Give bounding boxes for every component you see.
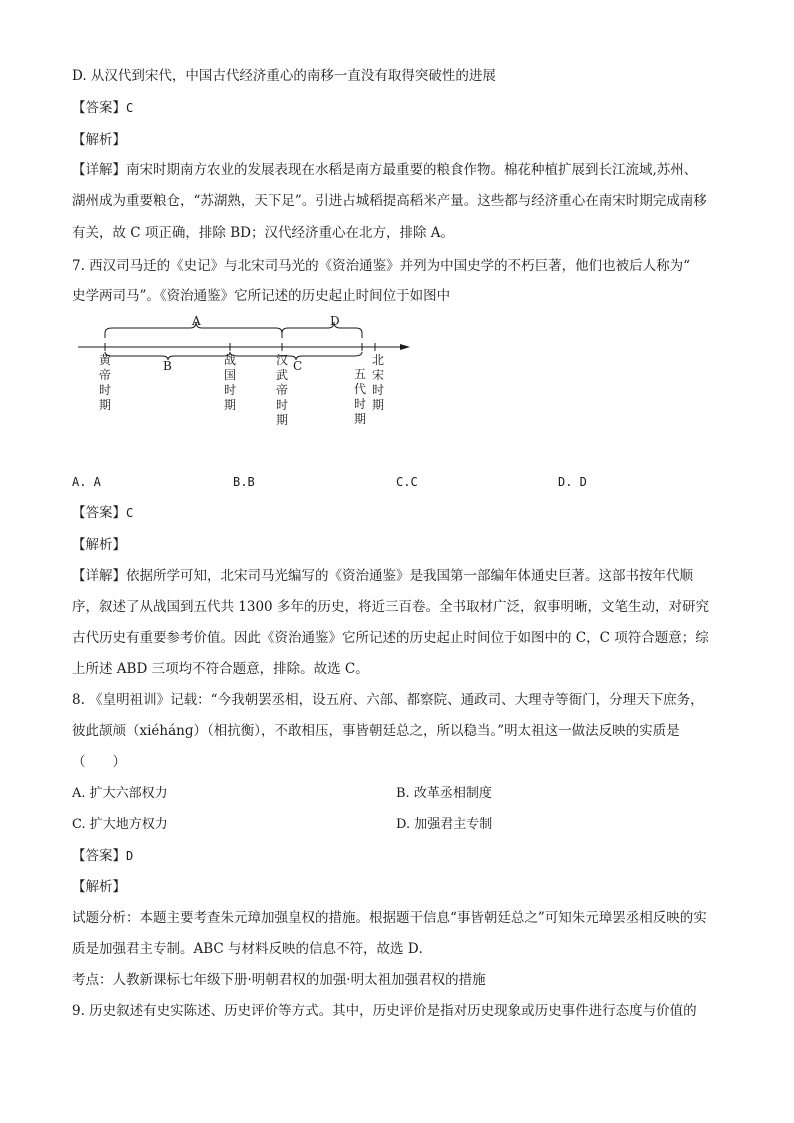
tick-label-char: 五 — [353, 367, 367, 381]
q7-option-b[interactable]: B.B — [233, 475, 255, 489]
tick-label-char: 帝 — [275, 383, 289, 397]
q6-detail-line: 湖州成为重要粮仓，“苏湖熟，天下足”。引进占城稻提高稻米产量。这些都与经济重心在南宋时期完成南移 — [72, 193, 707, 209]
q6-detail-line: 有关，故 C 项正确，排除 BD；汉代经济重心在北方，排除 A。 — [72, 225, 454, 241]
q7-timeline-figure — [72, 310, 422, 435]
q8-analysis-line: 试题分析：本题主要考查朱元璋加强皇权的措施。根据题干信息“事皆朝廷总之”可知朱元璋罢丞相反映的实 — [72, 910, 707, 926]
q7-stem-line: 史学两司马”。《资治通鉴》它所记述的历史起止时间位于如图中 — [72, 288, 451, 304]
q8-stem-line: （ ） — [72, 754, 126, 770]
q7-option-d[interactable]: D. D — [558, 475, 587, 489]
tick-label-char: 代 — [353, 382, 367, 396]
tick-label-char: 武 — [275, 368, 289, 382]
answer-tag: 【答案】 — [72, 505, 126, 521]
q7-answer — [72, 503, 133, 523]
tick-label-char: 期 — [371, 398, 385, 412]
tick-label-wudai — [354, 367, 366, 426]
q8-option-d[interactable]: D. 加强君主专制 — [396, 817, 493, 832]
tick-label-char: 期 — [353, 412, 367, 426]
tick-label-char: 时 — [275, 398, 289, 412]
q8-answer — [72, 846, 133, 866]
q7-detail-line: 上所述 ABD 三项均不符合题意，排除。故选 C。 — [72, 661, 369, 677]
q7-detail-line: 序，叙述了从战国到五代共 1300 多年的历史，将近三百卷。全书取材广泛，叙事明晰，文笔生动，对研究 — [72, 599, 709, 615]
tick-label-char: 北 — [371, 353, 385, 367]
tick-label-beisong — [372, 353, 384, 412]
tick-label-huangdi — [99, 353, 112, 412]
answer-value: C — [126, 506, 134, 520]
q8-stem-line: 8. 《皇明祖训》记载：“今我朝罢丞相，设五府、六部、都察院、通政司、大理寺等衙门，分理天下庶务， — [72, 692, 704, 708]
tick-label-char: 期 — [98, 398, 112, 412]
tick-label-char: 时 — [223, 383, 237, 397]
tick-label-char: 时 — [98, 383, 112, 397]
q6-analysis-tag: 【解析】 — [72, 132, 126, 148]
tick-label-char: 宋 — [371, 368, 385, 382]
bracket-d-label: D — [330, 314, 340, 328]
answer-tag: 【答案】 — [72, 100, 126, 116]
bracket-b-label: B — [163, 359, 172, 373]
tick-label-char: 战 — [223, 353, 237, 367]
q7-detail-line: 【详解】依据所学可知，北宋司马光编写的《资治通鉴》是我国第一部编年体通史巨著。这部书按年代顺 — [72, 568, 693, 584]
answer-value: D — [126, 849, 134, 863]
bracket-a-label: A — [192, 314, 201, 328]
q7-analysis-tag: 【解析】 — [72, 537, 126, 553]
tick-label-char: 汉 — [275, 353, 289, 367]
tick-label-char: 黄 — [98, 353, 112, 367]
q6-answer — [72, 98, 133, 118]
timeline-arrow-icon — [400, 344, 410, 350]
q7-detail-line: 古代历史有重要参考价值。因此《资治通鉴》它所记述的历史起止时间位于如图中的 C，C 项符合题意；综 — [72, 630, 709, 646]
q8-option-b[interactable]: B. 改革丞相制度 — [396, 786, 492, 801]
tick-label-char: 时 — [371, 383, 385, 397]
q8-analysis-line: 考点：人教新课标七年级下册·明朝君权的加强·明太祖加强君权的措施 — [72, 972, 486, 988]
q7-option-c[interactable]: C.C — [396, 475, 418, 489]
tick-label-char: 期 — [223, 398, 237, 412]
q7-option-a[interactable]: A. A — [72, 475, 101, 489]
q7-stem-line: 7. 西汉司马迁的《史记》与北宋司马光的《资治通鉴》并列为中国史学的不朽巨著，他们也被后人称为“ — [72, 258, 691, 274]
q9-stem-line: 9. 历史叙述有史实陈述、历史评价等方式。其中，历史评价是指对历史现象或历史事件进行态度与价值的 — [72, 1003, 697, 1019]
bracket-c-label: C — [293, 359, 303, 373]
tick-label-char: 时 — [353, 397, 367, 411]
tick-label-char: 帝 — [98, 368, 112, 382]
q8-analysis-tag: 【解析】 — [72, 879, 126, 895]
answer-tag: 【答案】 — [72, 848, 126, 864]
tick-label-zhanguo — [224, 352, 236, 412]
q8-stem-line: 彼此颉颃（xiéhánɡ）（相抗衡），不敢相压，事皆朝廷总之，所以稳当。”明太祖这一做法反映的实质是 — [72, 723, 680, 739]
answer-value: C — [126, 101, 134, 115]
tick-label-hanwudi — [276, 353, 288, 427]
tick-label-char: 国 — [223, 368, 237, 382]
tick-label-char: 期 — [275, 413, 289, 427]
q8-option-c[interactable]: C. 扩大地方权力 — [72, 817, 168, 832]
q6-option-d: D. 从汉代到宋代，中国古代经济重心的南移一直没有取得突破性的进展 — [72, 68, 496, 84]
q6-detail-line: 【详解】南宋时期南方农业的发展表现在水稻是南方最重要的粮食作物。棉花种植扩展到长江流域,苏州、 — [72, 162, 698, 178]
q8-analysis-line: 质是加强君主专制。ABC 与材料反映的信息不符，故选 D． — [72, 941, 433, 957]
q8-option-a[interactable]: A. 扩大六部权力 — [72, 786, 168, 801]
bracket-d — [282, 322, 362, 338]
